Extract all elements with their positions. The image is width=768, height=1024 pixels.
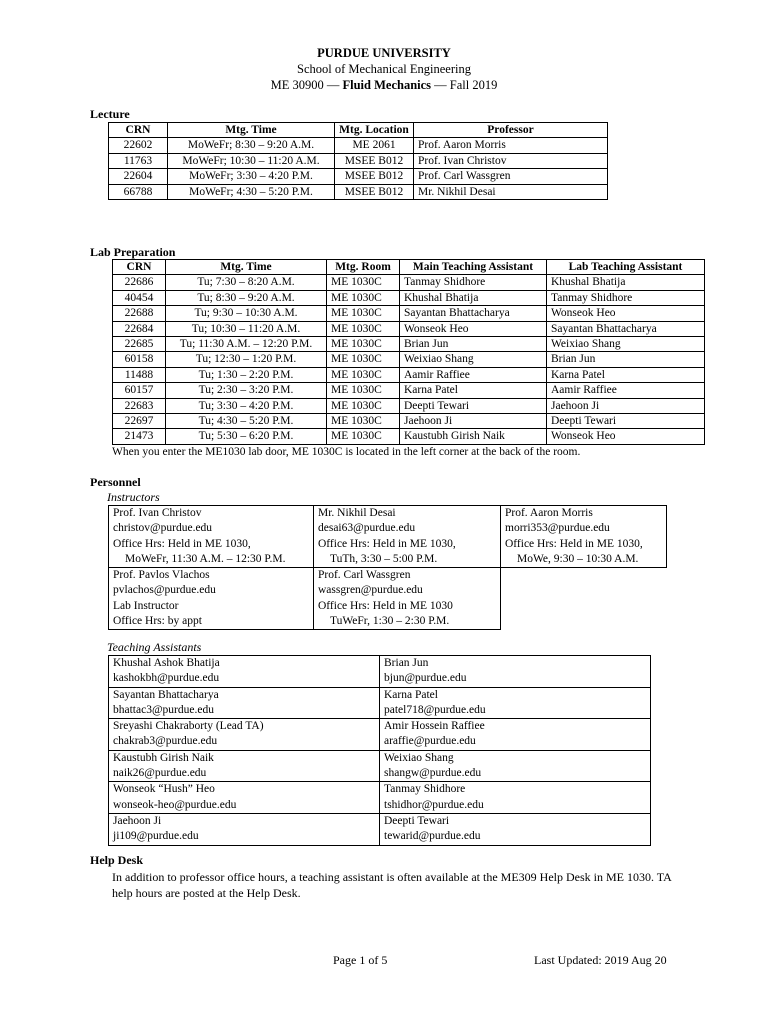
lecture-row-cell: 11763 [109,153,168,168]
lab-row-cell: Brian Jun [547,352,705,367]
instructors-row [109,568,667,630]
lab-row-cell: Tu; 8:30 – 9:20 A.M. [166,290,327,305]
ta-cell [380,813,651,845]
ta-email: kashokbh@purdue.edu [113,672,220,685]
ta-cell [109,719,380,751]
lab-row [113,398,705,413]
instructor-name: Mr. Nikhil Desai [318,507,396,519]
lab-row-cell: Aamir Raffiee [547,383,705,398]
lab-row-cell: 40454 [113,290,166,305]
instructors-row [109,506,667,568]
lab-row-cell: Tanmay Shidhore [547,290,705,305]
lab-row-cell: ME 1030C [327,414,400,429]
help-desk-heading: Help Desk [90,853,144,867]
lab-row-cell: Kaustubh Girish Naik [400,429,547,444]
lab-row-cell: Sayantan Bhattacharya [400,306,547,321]
instructor-cell [109,506,314,568]
lecture-header-row [109,123,608,138]
instructor-detail: Office Hrs: Held in ME 1030, [318,537,456,550]
instructor-hours: MoWeFr, 11:30 A.M. – 12:30 P.M. [125,552,286,565]
instructor-name: Prof. Pavlos Vlachos [113,569,210,582]
lab-row-cell: 22686 [113,275,166,290]
lab-row-cell: 21473 [113,429,166,444]
instructor-cell [109,568,314,630]
lab-col-room: Mtg. Room [327,260,400,275]
personnel-heading: Personnel [90,475,141,489]
lecture-col-time: Mtg. Time [168,123,335,138]
lab-row-cell: Khushal Bhatija [400,290,547,305]
lab-row-cell: ME 1030C [327,275,400,290]
instructors-table [108,505,667,630]
instructor-name: Prof. Ivan Christov [113,507,202,519]
ta-cell [380,782,651,814]
lab-row-cell: Brian Jun [400,337,547,352]
ta-email: shangw@purdue.edu [384,767,482,780]
lab-col-time: Mtg. Time [166,260,327,275]
lab-row [113,352,705,367]
last-updated: Last Updated: 2019 Aug 20 [534,953,667,967]
lab-header-row [113,260,705,275]
lab-row-cell: Tu; 11:30 A.M. – 12:20 P.M. [166,337,327,352]
ta-row [109,813,651,845]
lecture-row [109,153,608,168]
lecture-row-cell: MSEE B012 [335,153,414,168]
lab-row-cell: Tanmay Shidhore [400,275,547,290]
lab-row-cell: Weixiao Shang [547,337,705,352]
lab-row [113,306,705,321]
ta-name: Amir Hossein Raffiee [384,720,485,733]
instructor-hours: TuWeFr, 1:30 – 2:30 P.M. [330,615,450,628]
ta-email: tewarid@purdue.edu [384,830,481,843]
teaching-assistants-table [108,655,651,846]
empty-cell [501,568,667,630]
ta-name: Brian Jun [384,657,429,669]
lab-row [113,414,705,429]
ta-name: Tanmay Shidhore [384,783,466,796]
lab-row-cell: Aamir Raffiee [400,367,547,382]
instructor-email: wassgren@purdue.edu [318,584,423,597]
lab-row-cell: Wonseok Heo [547,429,705,444]
lecture-row [109,138,608,153]
instructor-detail: Lab Instructor [113,599,179,612]
teaching-assistants-label: Teaching Assistants [107,640,202,654]
lab-row-cell: Tu; 1:30 – 2:20 P.M. [166,367,327,382]
lab-table [112,259,705,445]
help-desk-text: In addition to professor office hours, a teaching assistant is often available at the ME309 Help Desk in ME 1030. TA help hours are posted at the Help Desk. [112,870,672,900]
ta-cell [380,687,651,719]
lab-row-cell: ME 1030C [327,306,400,321]
ta-name: Deepti Tewari [384,814,450,827]
ta-row [109,719,651,751]
instructor-email: desai63@purdue.edu [318,522,416,535]
lab-col-main-ta: Main Teaching Assistant [400,260,547,275]
ta-name: Khushal Ashok Bhatija [113,657,220,669]
lecture-row-cell: MoWeFr; 10:30 – 11:20 A.M. [168,153,335,168]
lab-row-cell: Jaehoon Ji [400,414,547,429]
lab-row-cell: Tu; 3:30 – 4:20 P.M. [166,398,327,413]
instructor-detail: Office Hrs: Held in ME 1030, [505,537,643,550]
lab-row [113,321,705,336]
ta-email: bjun@purdue.edu [384,672,467,685]
ta-name: Jaehoon Ji [113,814,162,827]
instructor-cell [314,506,501,568]
ta-name: Sayantan Bhattacharya [113,688,219,701]
ta-email: bhattac3@purdue.edu [113,703,214,716]
lab-row-cell: ME 1030C [327,398,400,413]
lab-location-note: When you enter the ME1030 lab door, ME 1030C is located in the left corner at the back of the room. [112,446,581,458]
ta-cell [109,656,380,688]
ta-cell [380,750,651,782]
ta-email: wonseok-heo@purdue.edu [113,798,237,811]
instructor-name: Prof. Aaron Morris [505,507,593,519]
lab-row-cell: Tu; 12:30 – 1:20 P.M. [166,352,327,367]
lab-row-cell: ME 1030C [327,321,400,336]
lab-row-cell: Karna Patel [400,383,547,398]
ta-email: ji109@purdue.edu [113,830,199,843]
lecture-row-cell: MSEE B012 [335,184,414,199]
ta-cell [380,719,651,751]
lecture-row-cell: MoWeFr; 4:30 – 5:20 P.M. [168,184,335,199]
lab-row-cell: 60158 [113,352,166,367]
ta-row [109,656,651,688]
lab-row-cell: Tu; 5:30 – 6:20 P.M. [166,429,327,444]
lecture-row [109,169,608,184]
university-title: PURDUE UNIVERSITY [317,46,451,60]
lecture-col-crn: CRN [109,123,168,138]
lab-row [113,290,705,305]
course-line [0,77,768,93]
lab-row-cell: Sayantan Bhattacharya [547,321,705,336]
instructors-label: Instructors [107,490,160,504]
lab-row [113,429,705,444]
lab-row [113,275,705,290]
ta-cell [109,750,380,782]
ta-cell [380,656,651,688]
instructor-detail: Office Hrs: Held in ME 1030 [318,599,453,612]
lab-row-cell: 22697 [113,414,166,429]
lab-row-cell: ME 1030C [327,337,400,352]
ta-row [109,750,651,782]
lecture-row-cell: MSEE B012 [335,169,414,184]
lecture-col-professor: Professor [414,123,608,138]
ta-name: Sreyashi Chakraborty (Lead TA) [113,720,264,733]
lab-row-cell: ME 1030C [327,429,400,444]
instructor-name: Prof. Carl Wassgren [318,569,411,582]
lab-row-cell: Tu; 9:30 – 10:30 A.M. [166,306,327,321]
ta-cell [109,687,380,719]
lab-row [113,383,705,398]
instructor-email: christov@purdue.edu [113,522,213,535]
instructor-email: pvlachos@purdue.edu [113,584,216,597]
lab-row-cell: 22685 [113,337,166,352]
lab-row [113,367,705,382]
course-suffix: — Fall 2019 [434,78,498,92]
lab-row-cell: 60157 [113,383,166,398]
lab-row-cell: Tu; 10:30 – 11:20 A.M. [166,321,327,336]
instructor-hours: MoWe, 9:30 – 10:30 A.M. [517,552,639,565]
lecture-row-cell: ME 2061 [335,138,414,153]
school-name: School of Mechanical Engineering [297,62,471,76]
instructor-email: morri353@purdue.edu [505,522,610,535]
lecture-row-cell: Prof. Aaron Morris [414,138,608,153]
lab-row-cell: ME 1030C [327,352,400,367]
lecture-row-cell: Mr. Nikhil Desai [414,184,608,199]
lecture-col-location: Mtg. Location [335,123,414,138]
lab-row-cell: Wonseok Heo [400,321,547,336]
lab-row-cell: ME 1030C [327,290,400,305]
course-prefix: ME 30900 — [270,78,340,92]
lab-row-cell: 11488 [113,367,166,382]
ta-row [109,782,651,814]
ta-row [109,687,651,719]
instructor-hours: Office Hrs: by appt [113,615,202,628]
lab-row-cell: ME 1030C [327,367,400,382]
lab-row-cell: 22688 [113,306,166,321]
lecture-row-cell: Prof. Carl Wassgren [414,169,608,184]
lab-row-cell: 22684 [113,321,166,336]
lab-row [113,337,705,352]
lecture-heading: Lecture [90,107,130,121]
ta-name: Karna Patel [384,688,438,701]
lecture-row-cell: 22604 [109,169,168,184]
lab-col-crn: CRN [113,260,166,275]
instructor-detail: Office Hrs: Held in ME 1030, [113,537,251,550]
lecture-row-cell: 66788 [109,184,168,199]
ta-email: chakrab3@purdue.edu [113,735,218,748]
lab-heading: Lab Preparation [90,245,176,259]
ta-name: Wonseok “Hush” Heo [113,783,215,796]
instructor-cell [501,506,667,568]
page-number: Page 1 of 5 [333,953,388,967]
lab-row-cell: Tu; 2:30 – 3:20 P.M. [166,383,327,398]
ta-email: patel718@purdue.edu [384,703,486,716]
lab-row-cell: Wonseok Heo [547,306,705,321]
lab-row-cell: Jaehoon Ji [547,398,705,413]
lab-row-cell: Tu; 7:30 – 8:20 A.M. [166,275,327,290]
lab-row-cell: 22683 [113,398,166,413]
ta-name: Weixiao Shang [384,751,454,764]
lab-row-cell: Deepti Tewari [400,398,547,413]
instructor-hours: TuTh, 3:30 – 5:00 P.M. [330,552,438,565]
lecture-row-cell: 22602 [109,138,168,153]
course-name: Fluid Mechanics [342,78,432,92]
ta-cell [109,782,380,814]
ta-email: araffie@purdue.edu [384,735,476,748]
lecture-row-cell: Prof. Ivan Christov [414,153,608,168]
lecture-row-cell: MoWeFr; 8:30 – 9:20 A.M. [168,138,335,153]
ta-cell [109,813,380,845]
lab-row-cell: Tu; 4:30 – 5:20 P.M. [166,414,327,429]
lecture-row-cell: MoWeFr; 3:30 – 4:20 P.M. [168,169,335,184]
lab-row-cell: Khushal Bhatija [547,275,705,290]
lab-row-cell: ME 1030C [327,383,400,398]
lab-col-lab-ta: Lab Teaching Assistant [547,260,705,275]
lecture-row [109,184,608,199]
lab-row-cell: Weixiao Shang [400,352,547,367]
instructor-cell [314,568,501,630]
lab-row-cell: Karna Patel [547,367,705,382]
lab-row-cell: Deepti Tewari [547,414,705,429]
ta-name: Kaustubh Girish Naik [113,751,214,764]
lecture-table [108,122,608,200]
ta-email: naik26@purdue.edu [113,767,207,780]
ta-email: tshidhor@purdue.edu [384,798,484,811]
